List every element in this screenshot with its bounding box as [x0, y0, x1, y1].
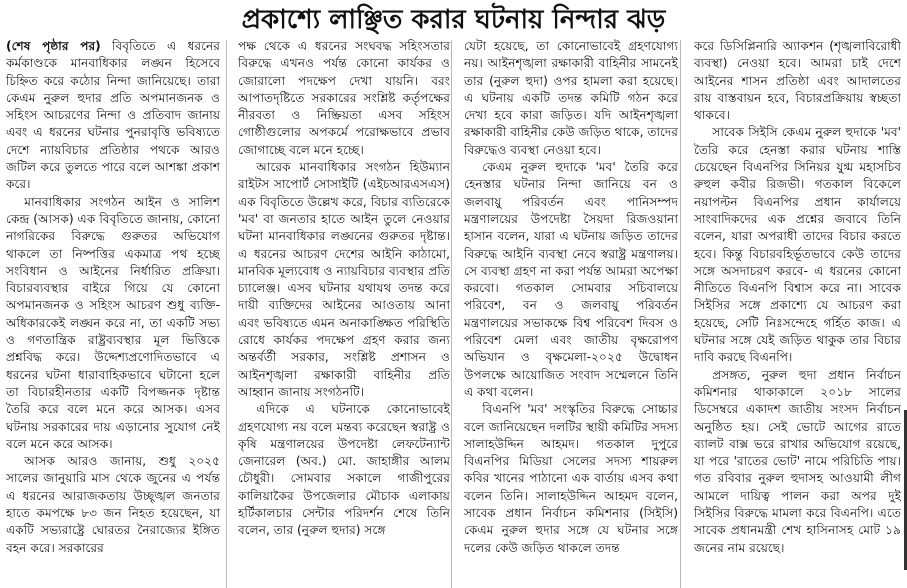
- paragraph: প্রসঙ্গত, নুরুল হুদা প্রধান নির্বাচন কমিশনার থাকাকালে ২০১৮ সালের ডিসেম্বরে একাদশ জাতীয় সংসদ নির্বাচন অনুষ্ঠিত হয়। সেই ভোটে আগের রাতে ব্যালট বাক্স ভরে রাখার অভিযোগ রয়েছে, যা পরে 'রাতের ভোট' নামে পরিচিতি পায়। গত রবিবার নুরুল হুদাসহ আওয়ামী লীগ আমলে দায়িত্ব পালন করা অপর দুই সিইসির বিরুদ্ধে মামলা করে বিএনপি। এতে সাবেক প্রধানমন্ত্রী শেখ হাসিনাসহ মোট ১৯ জনের নাম রয়েছে।: [694, 367, 901, 555]
- column-1: [6, 38, 220, 588]
- paragraph-text: বিবৃতিতে এ ধরনের কর্মকাণ্ডকে মানবাধিকার লঙ্ঘন হিসেবে চিহ্নিত করে কঠোর নিন্দা জানিয়েছে। তারা কেএম নুরুল হুদার প্রতি অপমানজনক ও সহিংস আচরণের নিন্দা ও প্রতিবাদ জানায় এবং এ ধরনের ঘটনার পুনরাবৃত্তি ভবিষ্যতে দেশে ন্যায়বিচার প্রতিষ্ঠার পথকে আরও জটিল করে তুলতে পারে বলে আশঙ্কা প্রকাশ করে।: [6, 39, 220, 192]
- paragraph: আরেক মানবাধিকার সংগঠন হিউম্যান রাইটস সাপোর্ট সোসাইটি (এইচআরএসএস) এক বিবৃতিতে উল্লেখ করে, বিচার ব্যতিরেকে 'মব' বা জনতার হাতে আইন তুলে নেওয়ার ঘটনা মানবাধিকার লঙ্ঘনের গুরুতর দৃষ্টান্ত। এ ধরনের আচরণ দেশের আইনি কাঠামো, মানবিক মূল্যবোধ ও ন্যায়বিচার ব্যবস্থার প্রতি চ্যালেঞ্জ। এসব ঘটনার যথাযথ তদন্ত করে দায়ী ব্যক্তিদের আইনের আওতায় আনা এবং ভবিষ্যতে এমন অনাকাঙ্ক্ষিত পরিস্থিতি রোধে কার্যকর পদক্ষেপ গ্রহণ করার জন্য অন্তর্বর্তী সরকার, সংশ্লিষ্ট প্রশাসন ও আইনশৃঙ্খলা রক্ষাকারী বাহিনীর প্রতি আহ্বান জানায় সংগঠনটি।: [238, 160, 450, 399]
- paragraph: মানবাধিকার সংগঠন আইন ও সালিশ কেন্দ্র (আসক) এক বিবৃতিতে জানায়, কোনো নাগরিকের বিরুদ্ধে গুরুতর অভিযোগ থাকলে তা নিষ্পত্তির একমাত্র পথ হচ্ছে সংবিধান ও আইনের নির্ধারিত প্রক্রিয়া। বিচারব্যবস্থার বাইরে গিয়ে যে কোনো অপমানজনক ও সহিংস আচরণ শুধু ব্যক্তি-অধিকারকেই লঙ্ঘন করে না, তা একটি সভ্য ও গণতান্ত্রিক রাষ্ট্রব্যবস্থার মূল ভিত্তিকে প্রশ্নবিদ্ধ করে। উদ্দেশ্যপ্রণোদিতভাবে এ ধরনের ঘটনা ধারাবাহিকভাবে ঘটানো হলে তা বিচারহীনতার একটি বিপজ্জনক দৃষ্টান্ত তৈরি করে বলে মনে করে আসক। এসব ঘটনায় সরকারের দায় এড়ানোর সুযোগ নেই বলে মনে করে আসক।: [6, 194, 220, 451]
- paragraph: যেটা হয়েছে, তা কোনোভাবেই গ্রহণযোগ্য নয়। আইনশৃঙ্খলা রক্ষাকারী বাহিনীর সামনেই তার (নুরুল হুদা) ওপর হামলা করা হয়েছে। এ ঘটনায় একটি তদন্ত কমিটি গঠন করে দেখা হবে কারা জড়িত। যদি আইনশৃঙ্খলা রক্ষাকারী বাহিনীর কেউ জড়িত থাকে, তাদের বিরুদ্ধেও ব্যবস্থা নেওয়া হবে।: [464, 39, 678, 157]
- headline: প্রকাশ্যে লাঞ্ছিত করার ঘটনায় নিন্দার ঝড়: [241, 5, 666, 35]
- article-body: [6, 38, 901, 588]
- paragraph: বিএনপি 'মব' সংস্কৃতির বিরুদ্ধে সোচ্চার বলে জানিয়েছেন দলটির স্থায়ী কমিটির সদস্য সালাহউদ্দিন আহমদ। গতকাল দুপুরে বিএনপির মিডিয়া সেলের সদস্য শায়রুল কবির খানের পাঠানো এক বার্তায় এসব কথা বলেন তিনি। সালাহউদ্দিন আহমদ বলেন, সাবেক প্রধান নির্বাচন কমিশনার (সিইসি) কেএম নুরুল হুদার সঙ্গে যে ঘটনার সঙ্গে দলের কেউ জড়িত থাকলে তদন্ত: [464, 402, 678, 555]
- paragraph: পক্ষ থেকে এ ধরনের সংঘবদ্ধ সহিংসতার বিরুদ্ধে এখনও পর্যন্ত কোনো কার্যকর ও জোরালো পদক্ষেপ দেখা যায়নি। বরং আপাতদৃষ্টিতে সরকারের সংশ্লিষ্ট কর্তৃপক্ষের নীরবতা ও নিষ্ক্রিয়তা এসব সহিংস গোষ্ঠীগুলোর অপকর্মে পরোক্ষভাবে প্রভাব জোগাচ্ছে বলে মনে হচ্ছে।: [238, 39, 450, 157]
- paragraph: এদিকে এ ঘটনাকে কোনোভাবেই গ্রহণযোগ্য নয় বলে মন্তব্য করেছেন স্বরাষ্ট্র ও কৃষি মন্ত্রণালয়ের উপদেষ্টা লেফটেন্যান্ট জেনারেল (অব.) মো. জাহাঙ্গীর আলম চৌধুরী। সোমবার সকালে গাজীপুরের কালিয়াকৈর উপজেলার মৌচাক এলাকায় হর্টিকালচার সেন্টার পরিদর্শন শেষে তিনি বলেন, তার (নুরুল হুদার) সঙ্গে: [238, 402, 450, 538]
- column-4: [694, 38, 901, 588]
- paragraph: করে ডিসিপ্লিনারি অ্যাকশন (শৃঙ্খলাবিরোধী ব্যবস্থা) নেওয়া হবে। আমরা চাই দেশে আইনের শাসন প্রতিষ্ঠা এবং আদালতের রায় বাস্তবায়ন হবে, বিচারপ্রক্রিয়ায় স্বচ্ছতা থাকবে।: [694, 39, 901, 123]
- column-3: [464, 38, 678, 588]
- paragraph: কেএম নুরুল হুদাকে 'মব' তৈরি করে হেনস্তার ঘটনার নিন্দা জানিয়ে বন ও জলবায়ু পরিবর্তন এবং পানিসম্পদ মন্ত্রণালয়ের উপদেষ্টা সৈয়দা রিজওয়ানা হাসান বলেন, যারা এ ঘটনায় জড়িত তাদের বিরুদ্ধে আইনি ব্যবস্থা নেবে স্বরাষ্ট্র মন্ত্রণালয়। সে ব্যবস্থা গ্রহণ না করা পর্যন্ত আমরা অপেক্ষা করবো। গতকাল সোমবার সচিবালয়ে পরিবেশ, বন ও জলবায়ু পরিবর্তন মন্ত্রণালয়ের সভাকক্ষে বিশ্ব পরিবেশ দিবস ও পরিবেশ মেলা এবং জাতীয় বৃক্ষরোপণ অভিযান ও বৃক্ষমেলা-২০২৫ উদ্বোধন উপলক্ষে আয়োজিত সংবাদ সম্মেলনে তিনি এ কথা বলেন।: [464, 160, 678, 399]
- paragraph: সাবেক সিইসি কেএম নুরুল হুদাকে 'মব' তৈরি করে হেনস্তা করার ঘটনায় শাস্তি চেয়েছেন বিএনপির সিনিয়র যুগ্ম মহাসচিব রুহুল কবীর রিজভী। গতকাল বিকেলে নয়াপল্টন বিএনপির প্রধান কার্যালয়ে সাংবাদিকদের এক প্রশ্নের জবাবে তিনি বলেন, যারা অপরাধী তাদের বিচার করতে হবে। কিন্তু বিচারবহির্ভূতভাবে কেউ তাদের সঙ্গে অসদাচরণ করবে- এ ধরনের কোনো নীতিতে বিএনপি বিশ্বাস করে না। সাবেক সিইসির সঙ্গে প্রকাশ্যে যে আচরণ করা হয়েছে, সেটি নিঃসন্দেহে গর্হিত কাজ। এ ঘটনার সঙ্গে যেই জড়িত থাকুক তার বিচার দাবি করছে বিএনপি।: [694, 125, 901, 365]
- paragraph: আসক আরও জানায়, শুধু ২০২৫ সালের জানুয়ারি মাস থেকে জুনের এ পর্যন্ত এ ধরনের আরাজকতায় উচ্ছৃঙ্খল জনতার হাতে কমপক্ষে ৮৩ জন নিহত হয়েছেন, যা একটি সভ্যরাষ্ট্রে ঘোরতর নৈরাজ্যের ইঙ্গিত বহন করে। সরকারের: [6, 454, 220, 555]
- column-2: [238, 38, 450, 588]
- paragraph: [6, 38, 220, 194]
- continuation-label: (শেষ পৃষ্ঠার পর): [6, 39, 101, 53]
